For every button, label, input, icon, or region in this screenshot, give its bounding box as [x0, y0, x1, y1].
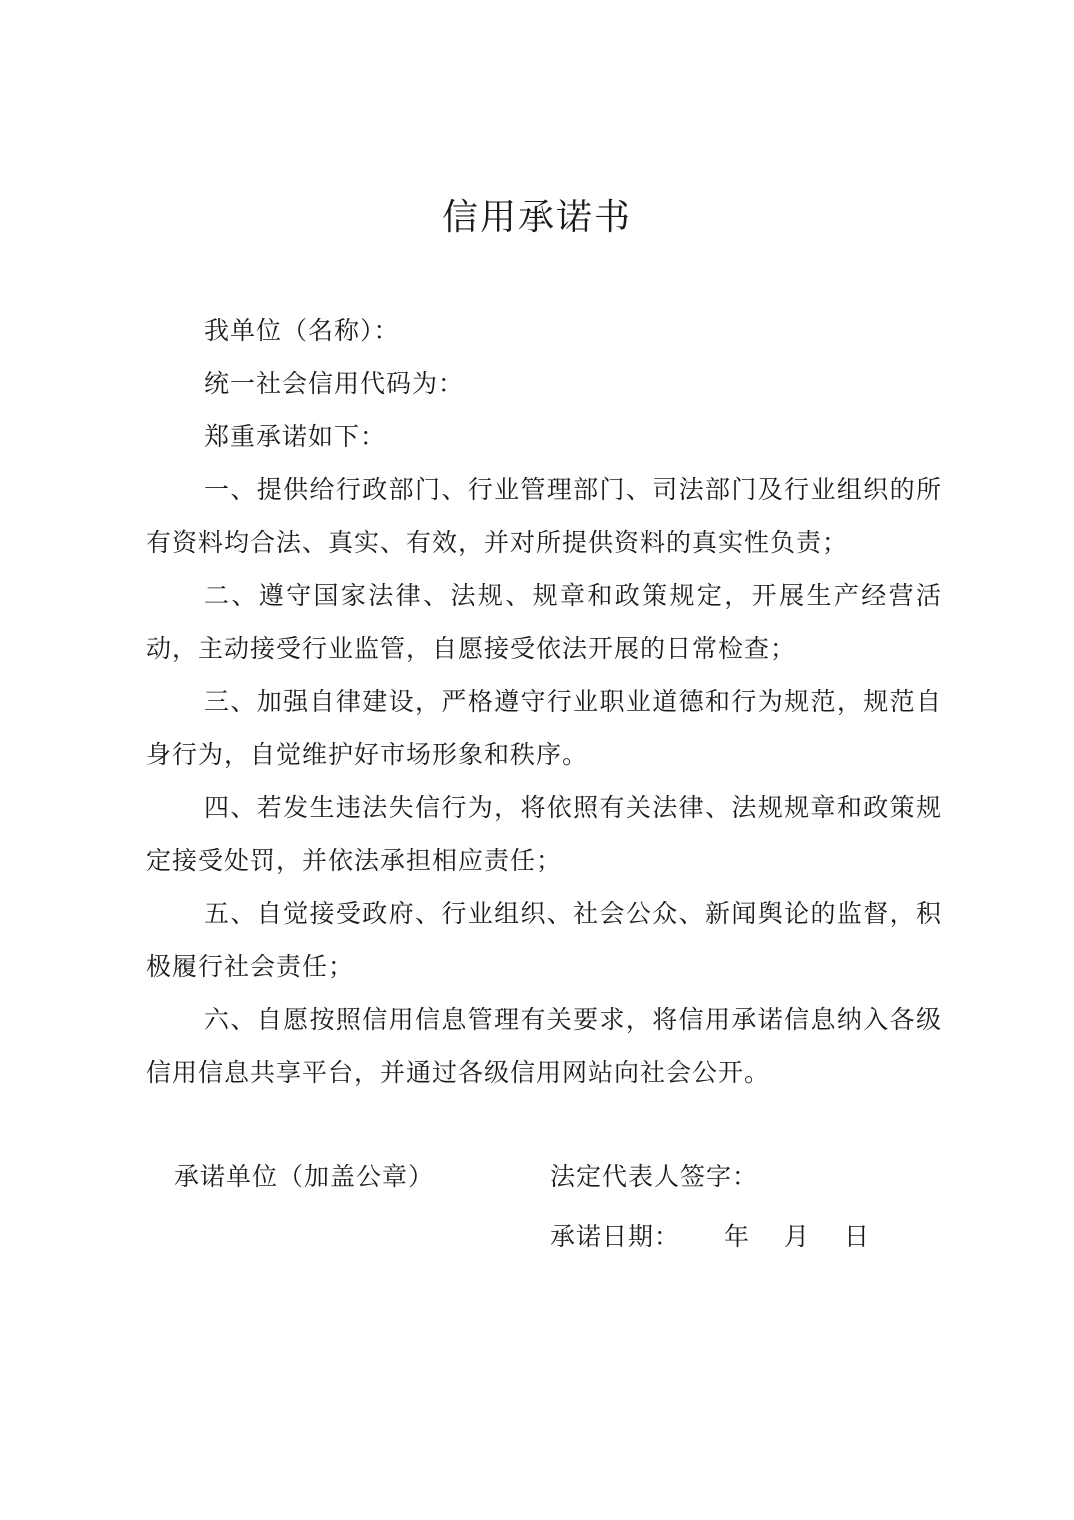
signature-month-label: 月 — [784, 1222, 811, 1251]
paragraph-item-3: 三、加强自律建设，严格遵守行业职业道德和行为规范，规范自身行为，自觉维护好市场形象和秩序。 — [146, 687, 942, 769]
document-title: 信用承诺书 — [441, 197, 632, 238]
paragraph-item-1: 一、提供给行政部门、行业管理部门、司法部门及行业组织的所有资料均合法、真实、有效，并对所提供资料的真实性负责； — [146, 475, 942, 557]
signature-day-label: 日 — [844, 1222, 871, 1251]
paragraph-item-2: 二、遵守国家法律、法规、规章和政策规定，开展生产经营活动，主动接受行业监管，自愿接受依法开展的日常检查； — [146, 581, 942, 663]
paragraph-pledge-intro: 郑重承诺如下： — [204, 422, 387, 451]
paragraph-unit-name: 我单位（名称）： — [204, 316, 400, 345]
paragraph-item-5: 五、自觉接受政府、行业组织、社会公众、新闻舆论的监督，积极履行社会责任； — [146, 899, 942, 981]
paragraph-credit-code: 统一社会信用代码为： — [204, 369, 465, 398]
paragraph-item-4: 四、若发生违法失信行为，将依照有关法律、法规规章和政策规定接受处罚，并依法承担相应责任； — [146, 793, 942, 875]
signature-year-label: 年 — [724, 1222, 751, 1251]
signature-date-label: 承诺日期： — [550, 1222, 681, 1251]
document-body — [146, 304, 942, 1099]
paragraph-item-6: 六、自愿按照信用信息管理有关要求，将信用承诺信息纳入各级信用信息共享平台，并通过各级信用网站向社会公开。 — [146, 1005, 942, 1087]
signature-date-line — [550, 1210, 870, 1263]
signature-unit-label: 承诺单位（加盖公章） — [174, 1162, 435, 1191]
signature-representative-label: 法定代表人签字： — [550, 1162, 759, 1191]
